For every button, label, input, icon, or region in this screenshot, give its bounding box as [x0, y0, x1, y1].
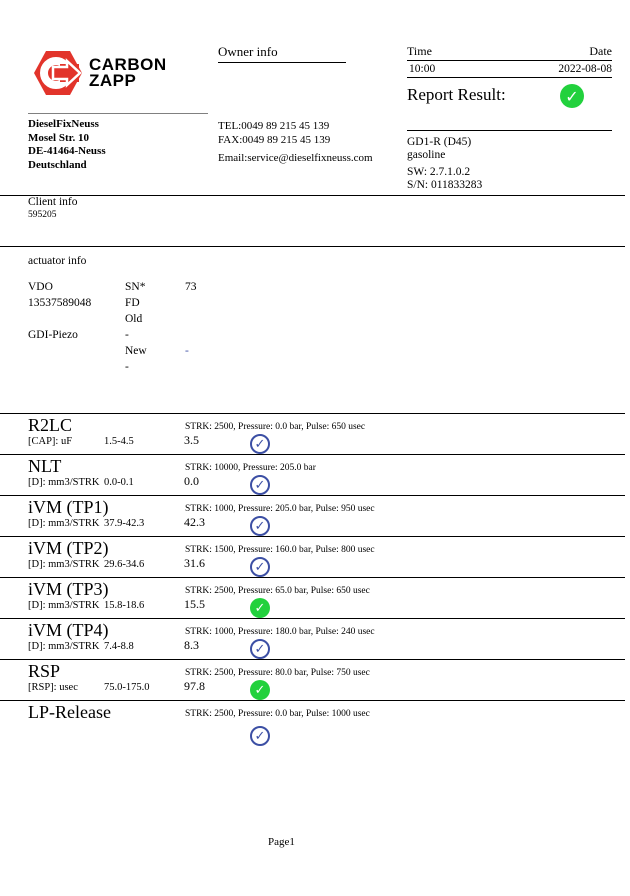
test-conditions: STRK: 2500, Pressure: 0.0 bar, Pulse: 1000 usec: [185, 709, 370, 719]
client-id: 595205: [28, 210, 57, 220]
test-conditions: STRK: 2500, Pressure: 0.0 bar, Pulse: 650 usec: [185, 422, 366, 432]
brand-name-line1: CARBON: [89, 55, 167, 74]
owner-address: [28, 113, 208, 172]
test-pass-icon: [250, 434, 270, 454]
test-value: 97.8: [184, 679, 205, 693]
owner-email: Email:service@dieselfixneuss.com: [218, 152, 373, 164]
test-range: 0.0-0.1: [104, 477, 134, 488]
test-range: 7.4-8.8: [104, 641, 134, 652]
time-label: Time: [407, 44, 432, 58]
test-name: iVM (TP1): [28, 497, 109, 517]
test-conditions: STRK: 1000, Pressure: 205.0 bar, Pulse: 950 usec: [185, 504, 375, 514]
actuator-new-value: -: [185, 345, 189, 357]
test-param: [RSP]: usec: [28, 682, 78, 693]
owner-info-heading: Owner info: [218, 44, 346, 63]
test-range: 1.5-4.5: [104, 436, 134, 447]
owner-city: DE-41464-Neuss: [28, 145, 106, 157]
report-result-label: Report Result:: [407, 85, 506, 104]
machine-model: GD1-R (D45): [407, 136, 472, 148]
test-value: 8.3: [184, 638, 199, 652]
test-name: iVM (TP3): [28, 579, 109, 599]
client-info-heading: Client info: [28, 196, 78, 208]
owner-country: Deutschland: [28, 158, 87, 171]
test-name: RSP: [28, 661, 61, 681]
test-value: 15.5: [184, 597, 205, 611]
date-value: 2022-08-08: [558, 63, 612, 75]
test-param: [D]: mm3/STRK: [28, 600, 100, 611]
machine-fuel: gasoline: [407, 149, 446, 161]
test-pass-icon: [250, 680, 270, 700]
test-pass-icon: [250, 598, 270, 618]
test-conditions: STRK: 10000, Pressure: 205.0 bar: [185, 463, 316, 473]
actuator-old-label: Old: [125, 313, 143, 325]
actuator-old-value: -: [125, 329, 129, 341]
actuator-sn-value: 73: [185, 281, 197, 293]
test-row-nlt: [0, 454, 625, 495]
divider: [0, 195, 625, 196]
test-value: 3.5: [184, 433, 199, 447]
brand-name-line2: ZAPP: [89, 71, 137, 90]
date-label: Date: [589, 44, 612, 58]
test-row-r2lc: [0, 413, 625, 454]
report-result-pass-icon: [560, 84, 584, 108]
test-pass-icon: [250, 516, 270, 536]
test-pass-icon: [250, 475, 270, 495]
test-row-lp-release: [0, 700, 625, 741]
carbon-zapp-logo-icon: [33, 50, 83, 96]
test-row-rsp: [0, 659, 625, 700]
owner-name: DieselFixNeuss: [28, 118, 99, 130]
owner-street: Mosel Str. 10: [28, 131, 90, 144]
test-param: [D]: mm3/STRK: [28, 641, 100, 652]
test-row-ivm-tp3: [0, 577, 625, 618]
test-param: [D]: mm3/STRK: [28, 559, 100, 570]
test-value: 31.6: [184, 556, 205, 570]
actuator-extra-value: -: [125, 361, 129, 373]
test-param: [CAP]: uF: [28, 436, 73, 447]
owner-fax: FAX:0049 89 215 45 139: [218, 134, 331, 146]
brand-name: [89, 57, 167, 89]
test-name: NLT: [28, 456, 62, 476]
owner-contact: [218, 119, 373, 165]
test-pass-icon: [250, 639, 270, 659]
test-pass-icon: [250, 726, 270, 746]
divider: [0, 246, 625, 247]
test-range: 29.6-34.6: [104, 559, 145, 570]
owner-tel: TEL:0049 89 215 45 139: [218, 120, 330, 132]
test-name: R2LC: [28, 415, 73, 435]
test-range: 15.8-18.6: [104, 600, 145, 611]
test-conditions: STRK: 1500, Pressure: 160.0 bar, Pulse: 800 usec: [185, 545, 375, 555]
test-row-ivm-tp4: [0, 618, 625, 659]
actuator-type: GDI-Piezo: [28, 329, 78, 341]
machine-serial: S/N: 011833283: [407, 179, 483, 191]
test-range: 75.0-175.0: [104, 682, 150, 693]
test-range: 37.9-42.3: [104, 518, 145, 529]
actuator-fd-label: FD: [125, 297, 140, 309]
test-pass-icon: [250, 557, 270, 577]
test-param: [D]: mm3/STRK: [28, 477, 100, 488]
actuator-sn-label: SN*: [125, 281, 146, 293]
machine-info: [407, 130, 612, 192]
test-conditions: STRK: 2500, Pressure: 65.0 bar, Pulse: 650 usec: [185, 586, 370, 596]
actuator-brand: VDO: [28, 281, 53, 293]
test-name: iVM (TP4): [28, 620, 109, 640]
test-name: LP-Release: [28, 702, 111, 722]
actuator-part-number: 13537589048: [28, 297, 92, 309]
test-value: 0.0: [184, 474, 199, 488]
test-row-ivm-tp1: [0, 495, 625, 536]
time-date-table: [407, 44, 612, 78]
test-name: iVM (TP2): [28, 538, 109, 558]
test-param: [D]: mm3/STRK: [28, 518, 100, 529]
actuator-new-label: New: [125, 345, 147, 357]
test-conditions: STRK: 2500, Pressure: 80.0 bar, Pulse: 750 usec: [185, 668, 370, 678]
test-value: 42.3: [184, 515, 205, 529]
actuator-info-heading: actuator info: [28, 255, 87, 267]
test-results-list: [0, 413, 625, 741]
page-number: Page1: [268, 836, 295, 848]
brand-logo: [33, 50, 167, 96]
time-value: 10:00: [409, 63, 436, 75]
test-conditions: STRK: 1000, Pressure: 180.0 bar, Pulse: 240 usec: [185, 627, 375, 637]
test-row-ivm-tp2: [0, 536, 625, 577]
machine-sw-version: SW: 2.7.1.0.2: [407, 166, 471, 178]
